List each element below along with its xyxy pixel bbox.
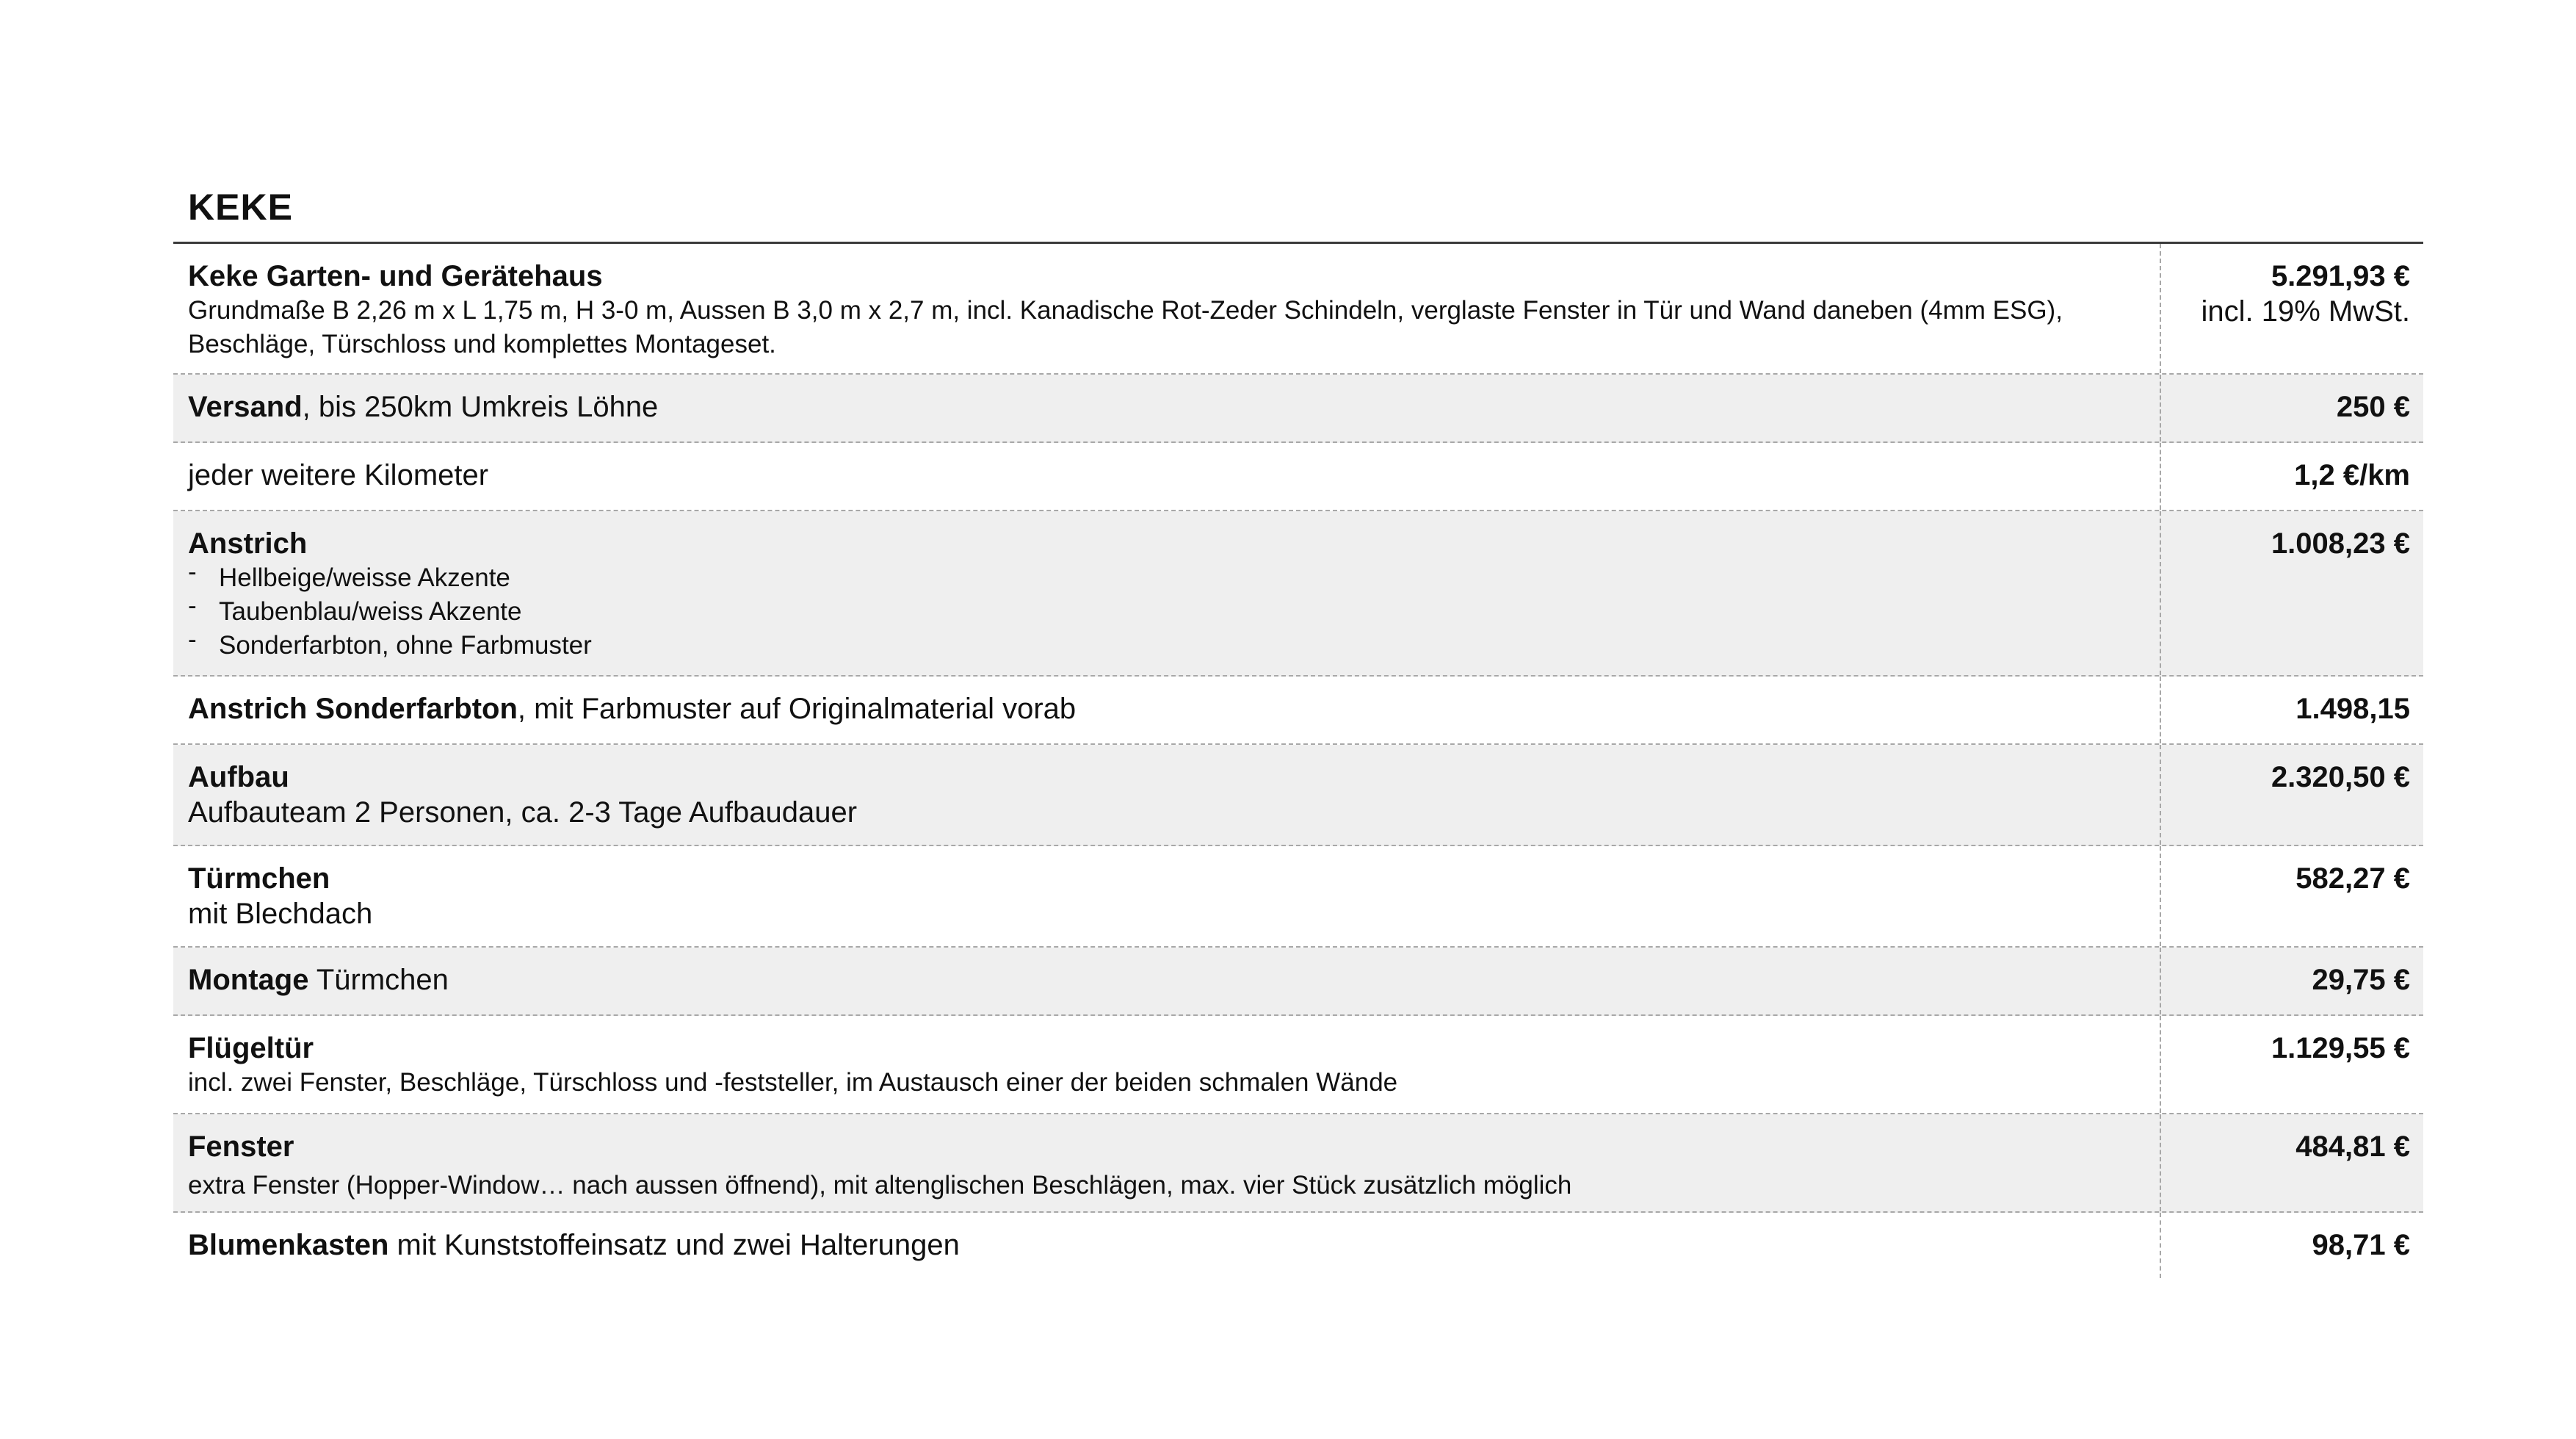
list-item <box>188 625 2145 663</box>
item-price-cell <box>2161 375 2423 441</box>
list-item-label: Hellbeige/weisse Akzente <box>219 563 510 592</box>
item-price-cell <box>2161 846 2423 946</box>
item-description-cell <box>173 1016 2161 1113</box>
item-description: Aufbauteam 2 Personen, ca. 2-3 Tage Aufbaudauer <box>188 796 858 829</box>
table-row <box>173 443 2423 511</box>
table-row <box>173 677 2423 745</box>
item-price: 98,71 € <box>2312 1229 2410 1261</box>
item-description-cell <box>173 511 2161 675</box>
item-description-cell <box>173 443 2161 510</box>
item-price: 484,81 € <box>2295 1130 2410 1163</box>
item-price: 2.320,50 € <box>2271 761 2410 793</box>
item-description: incl. zwei Fenster, Beschläge, Türschloss und -feststeller, im Austausch einer der beiden schmalen Wände <box>188 1068 1398 1097</box>
table-row <box>173 511 2423 677</box>
item-price: 29,75 € <box>2312 964 2410 996</box>
item-description: Türmchen <box>308 964 449 996</box>
item-title: Versand <box>188 391 303 423</box>
table-row <box>173 375 2423 443</box>
list-item-label: Taubenblau/weiss Akzente <box>219 597 522 626</box>
item-price-cell <box>2161 677 2423 743</box>
page-title: KEKE <box>188 187 293 228</box>
item-description: mit Blechdach <box>188 898 373 930</box>
table-row <box>173 745 2423 846</box>
bullet-dash: - <box>188 558 197 586</box>
item-description-cell <box>173 1114 2161 1211</box>
item-price-cell <box>2161 244 2423 373</box>
item-price-note: incl. 19% MwSt. <box>2201 295 2410 328</box>
table-row <box>173 1016 2423 1114</box>
item-description-cell <box>173 1213 2161 1278</box>
item-title: Anstrich Sonderfarbton <box>188 693 518 725</box>
item-description: extra Fenster (Hopper-Window… nach aussen öffnend), mit altenglischen Beschlägen, max. vier Stück zusätzlich möglich <box>188 1171 1572 1200</box>
list-item-label: Sonderfarbton, ohne Farbmuster <box>219 631 592 660</box>
item-price-cell <box>2161 1114 2423 1211</box>
item-description-cell <box>173 745 2161 845</box>
item-description-cell <box>173 677 2161 743</box>
bullet-dash: - <box>188 591 197 620</box>
item-description: jeder weitere Kilometer <box>188 459 489 491</box>
item-price-cell <box>2161 443 2423 510</box>
item-price-cell <box>2161 745 2423 845</box>
table-row <box>173 244 2423 375</box>
item-price: 1.008,23 € <box>2271 527 2410 560</box>
price-table <box>173 242 2423 1278</box>
item-description: Grundmaße B 2,26 m x L 1,75 m, H 3-0 m, Aussen B 3,0 m x 2,7 m, incl. Kanadische Rot-Zeder Schindeln, verglaste Fenster in Tür und Wand daneben (4mm ESG), Beschläge, Türschloss und komplettes Montageset. <box>188 296 2063 358</box>
item-price: 5.291,93 € <box>2271 260 2410 292</box>
item-price: 1.498,15 <box>2295 693 2410 725</box>
table-row <box>173 948 2423 1016</box>
item-price-cell <box>2161 1016 2423 1113</box>
item-title: Flügeltür <box>188 1032 314 1064</box>
table-row <box>173 846 2423 948</box>
item-price: 250 € <box>2336 391 2410 423</box>
item-title: Fenster <box>188 1130 294 1163</box>
item-title: Türmchen <box>188 862 330 895</box>
item-title: Montage <box>188 964 309 996</box>
bullet-dash: - <box>188 625 197 654</box>
table-row <box>173 1114 2423 1213</box>
item-price-cell <box>2161 511 2423 675</box>
item-title: Keke Garten- und Gerätehaus <box>188 260 603 292</box>
item-description: mit Kunststoffeinsatz und zwei Halterungen <box>388 1229 960 1261</box>
item-title: Blumenkasten <box>188 1229 389 1261</box>
color-option-list <box>188 558 2145 663</box>
item-description-cell <box>173 375 2161 441</box>
item-description-cell <box>173 244 2161 373</box>
item-price-cell <box>2161 1213 2423 1278</box>
item-price: 582,27 € <box>2295 862 2410 895</box>
item-title: Aufbau <box>188 761 289 793</box>
item-description: , mit Farbmuster auf Originalmaterial vorab <box>517 693 1077 725</box>
item-description-cell <box>173 948 2161 1014</box>
list-item <box>188 558 2145 595</box>
item-price: 1.129,55 € <box>2271 1032 2410 1064</box>
item-price-cell <box>2161 948 2423 1014</box>
item-price: 1,2 €/km <box>2294 459 2410 491</box>
table-row <box>173 1213 2423 1278</box>
item-description-cell <box>173 846 2161 946</box>
item-title: Anstrich <box>188 527 308 560</box>
list-item <box>188 591 2145 629</box>
item-description: , bis 250km Umkreis Löhne <box>302 391 659 423</box>
